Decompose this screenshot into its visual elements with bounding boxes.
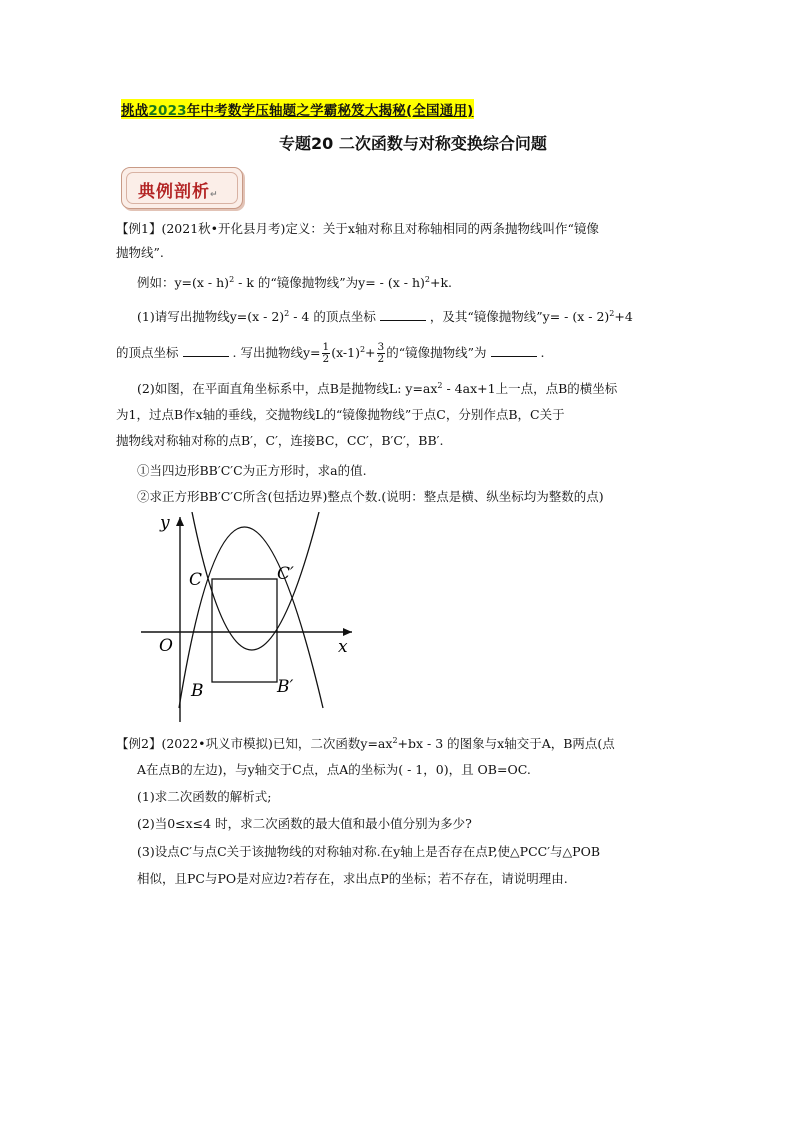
answer-blank-2[interactable] (183, 345, 229, 357)
square-bbcc (212, 579, 277, 682)
point-b-prime-label: B′ (277, 677, 294, 697)
ex2-question-1: (1)求二次函数的解析式; (137, 789, 272, 804)
point-b-label: B (191, 681, 204, 701)
answer-blank-1[interactable] (380, 309, 426, 321)
parabola-upward (192, 512, 319, 650)
ex2-question-3-cont: 相似，且PC与PO是对应边?若存在，求出点P的坐标；若不存在，请说明理由. (137, 871, 568, 886)
ex2-question-2: (2)当0≤x≤4 时，求二次函数的最大值和最小值分别为多少? (137, 816, 472, 831)
paragraph-mark-icon: ↵ (210, 190, 219, 200)
ex1-question-1: ①当四边形BB′C′C为正方形时，求a的值. (137, 463, 367, 478)
section-badge (121, 167, 243, 209)
ex2-line-1: 【例2】(2022•巩义市模拟)已知，二次函数$y=ax^2+bx - 3$ 的图象与x轴交于A，B两点(点 (116, 736, 615, 751)
banner-prefix: 挑战 (121, 103, 149, 119)
ex1-part2-line-2: 为1，过点B作x轴的垂线，交抛物线L的“镜像抛物线”于点C，分别作点B，C关于 (116, 407, 565, 422)
answer-blank-3[interactable] (491, 345, 537, 357)
origin-label: O (159, 636, 173, 656)
ex1-part2-line-1: (2)如图，在平面直角坐标系中，点B是抛物线L: $y=ax^2 - 4ax+1$上一点，点B的横坐标 (137, 381, 618, 396)
banner-year: 2023 (148, 103, 187, 119)
series-banner (121, 99, 474, 119)
banner-suffix: 年中考数学压轴题之学霸秘笈大揭秘(全国通用) (186, 103, 474, 119)
ex1-question-2: ②求正方形BB′C′C所含(包括边界)整点个数.(说明：整点是横、纵坐标均为整数的点) (137, 489, 604, 504)
x-axis-label: x (338, 637, 348, 657)
fraction-one-half: $\frac{1}{2}$ (322, 341, 330, 365)
ex1-part1-line: (1)请写出抛物线y=(x - 2)$^2$ - 4 的顶点坐标 ，及其“镜像抛物线”y= - (x - 2)$^2$+4 (137, 309, 633, 324)
parabola-figure (136, 512, 358, 724)
ex1-example-line: 例如：y=(x - h)$^2$ - k 的“镜像抛物线”为y= - (x - h)$^2$+k. (137, 275, 453, 290)
ex1-line-1: 【例1】(2021秋•开化县月考)定义：关于x轴对称且对称轴相同的两条抛物线叫作“镜像 (116, 221, 599, 236)
y-axis-label: y (160, 513, 170, 533)
point-c-label: C (189, 570, 203, 590)
point-c-prime-label: C′ (277, 564, 294, 584)
ex1-part1-line-2: 的顶点坐标 . 写出抛物线y= $\frac{1}{2}$ $(x-1)^2+$ $\frac{3}{2}$ 的“镜像抛物线”为 . (116, 341, 545, 365)
ex2-question-3: (3)设点C′与点C关于该抛物线的对称轴对称.在y轴上是否存在点P,使△PCC′与△POB (137, 844, 601, 859)
ex1-line-2: 抛物线”. (116, 245, 164, 260)
fraction-three-halves: $\frac{3}{2}$ (377, 341, 385, 365)
ex1-part2-line-3: 抛物线对称轴对称的点B′，C′，连接BC，CC′，B′C′，BB′. (116, 433, 444, 448)
page-title: 专题20 二次函数与对称变换综合问题 (279, 134, 547, 153)
badge-label: 典例剖析↵ (138, 182, 219, 202)
ex2-line-2: A在点B的左边)，与y轴交于C点，点A的坐标为( - 1，0)，且 OB=OC. (137, 762, 531, 777)
